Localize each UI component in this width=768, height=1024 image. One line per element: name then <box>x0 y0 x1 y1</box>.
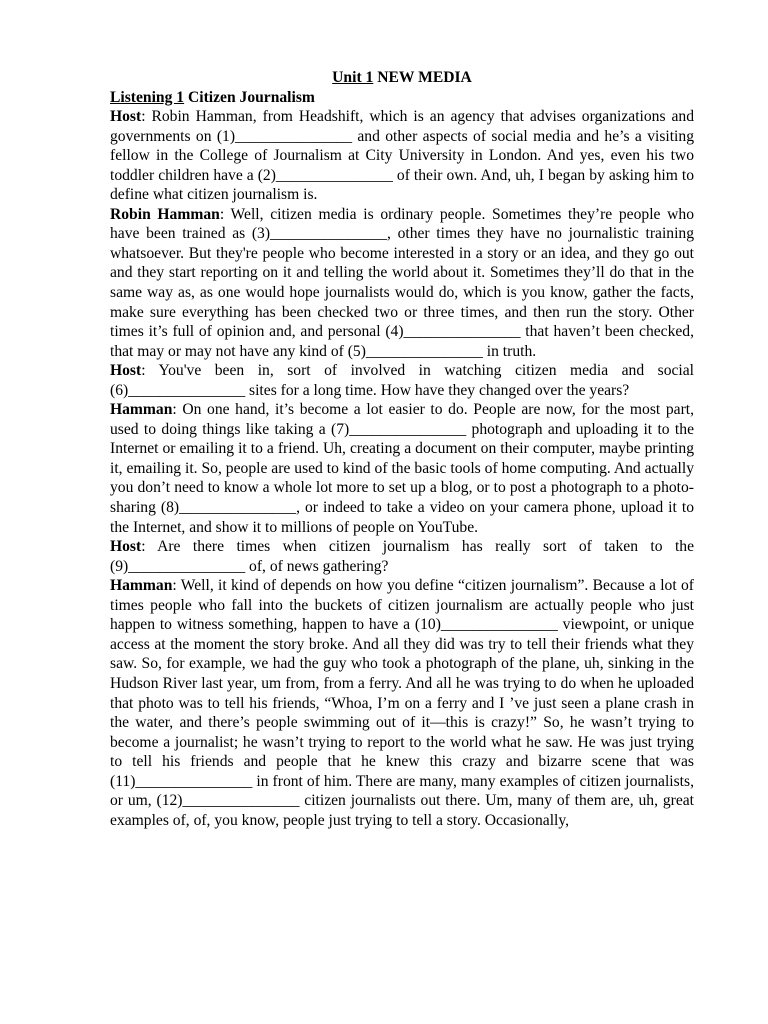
turn-text: : Well, citizen media is ordinary people. Sometimes they’re people who have been trained as (3)_______________, other times they have no journalistic training whatsoever. But they're people who become interested in a story or an idea, and they go out and they start reporting on it and telling the world about it. Sometimes they’ll do that in the same way as, as one would hope journalists would do, which is you know, gather the facts, make sure everything has been checked two or three times, and then run the story. Other times it’s full of opinion and, and personal (4)_______________ that haven’t been checked, that may or may not have any kind of (5)_______________ in truth. <box>110 205 694 360</box>
listening-heading <box>110 88 694 108</box>
turn-text: : Well, it kind of depends on how you define “citizen journalism”. Because a lot of times people who fall into the buckets of citizen journalism are actually people who just happen to witness something, happen to have a (10)_______________ viewpoint, or unique access at the moment the story broke. And all they did was try to tell their friends what they saw. So, for example, we had the guy who took a photograph of the plane, uh, sinking in the Hudson River last year, um from, from a ferry. And all he was trying to do when he uploaded that photo was to tell his friends, “Whoa, I’m on a ferry and I ’ve just seen a plane crash in the water, and there’s people swimming out of it—this is crazy!” So, he wasn’t trying to become a journalist; he wasn’t trying to report to the world what he saw. He was just trying to tell his friends and people that he knew this crazy and bizarre scene that was (11)_______________ in front of him. There are many, many examples of citizen journalists, or um, (12)_______________ citizen journalists out there. Um, many of them are, uh, great examples of, of, you know, people just trying to tell a story. Occasionally, <box>110 577 694 829</box>
turn-text: : You've been in, sort of involved in watching citizen media and social (6)_______________ sites for a long time. How have they changed over the years? <box>110 362 694 399</box>
speaker-name: Host <box>110 108 142 126</box>
transcript-turn-1 <box>110 107 694 205</box>
turn-text: : Are there times when citizen journalism has really sort of taken to the (9)_______________ of, of news gathering? <box>110 538 694 575</box>
speaker-name: Host <box>110 362 142 380</box>
turn-text: : Robin Hamman, from Headshift, which is an agency that advises organizations and governments on (1)_______________ and other aspects of social media and he’s a visiting fellow in the College of Journalism at City University in London. And yes, even his two toddler children have a (2)_______________ of their own. And, uh, I began by asking him to define what citizen journalism is. <box>110 108 694 204</box>
transcript-turn-5 <box>110 537 694 576</box>
speaker-name: Hamman <box>110 401 173 419</box>
transcript-turn-2 <box>110 205 694 361</box>
speaker-name: Hamman <box>110 577 173 595</box>
unit-heading <box>110 68 694 88</box>
transcript-turn-4 <box>110 400 694 537</box>
unit-label: Unit 1 <box>332 69 374 86</box>
unit-title: NEW MEDIA <box>373 69 472 86</box>
transcript-turn-3 <box>110 361 694 400</box>
document-page <box>110 68 694 830</box>
listening-label: Listening 1 <box>110 88 185 106</box>
transcript-turn-6 <box>110 576 694 830</box>
turn-text: : On one hand, it’s become a lot easier to do. People are now, for the most part, used to doing things like taking a (7)_______________ photograph and uploading it to the Internet or emailing it to a friend. Uh, creating a document on their computer, maybe printing it, emailing it. So, people are used to kind of the basic tools of home computing. And actually you don’t need to know a whole lot more to set up a blog, or to post a photograph to a photo-sharing (8)_______________, or indeed to take a video on your camera phone, upload it to the Internet, and show it to millions of people on YouTube. <box>110 401 694 536</box>
listening-title: Citizen Journalism <box>184 88 315 106</box>
speaker-name: Robin Hamman <box>110 205 220 223</box>
speaker-name: Host <box>110 538 142 556</box>
